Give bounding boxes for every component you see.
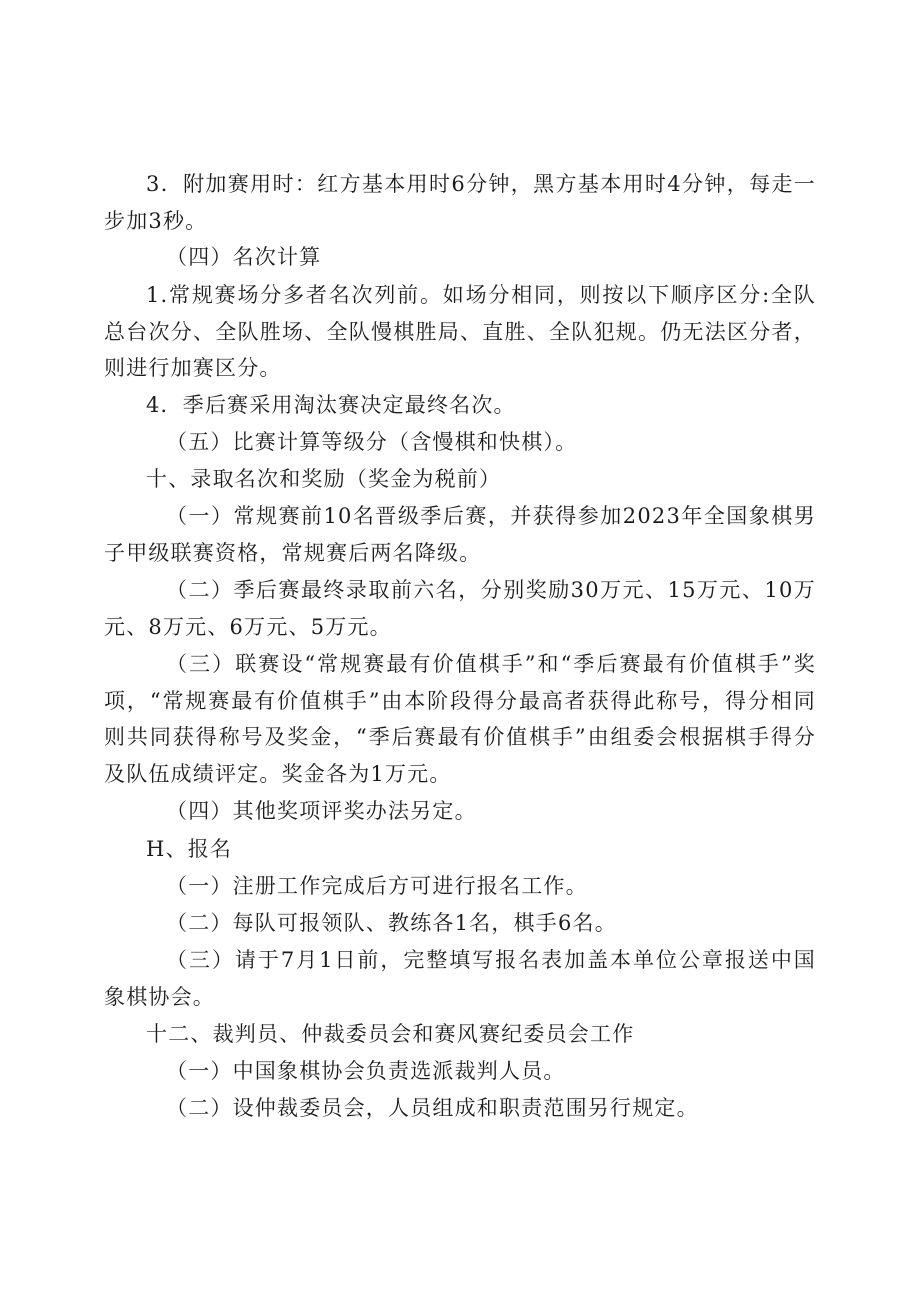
paragraph-playoff-ranking: 4．季后赛采用淘汰赛决定最终名次。 (146, 393, 516, 417)
paragraph-extra-game-time: 3．附加赛用时：红方基本用时6分钟，黑方基本用时4分钟，每走一步加3秒。 (104, 172, 816, 233)
paragraph-referee-selection: （一）中国象棋协会负责选派裁判人员。 (166, 1059, 566, 1083)
paragraph-rating-points: （五）比赛计算等级分（含慢棋和快棋）。 (166, 430, 578, 454)
heading-rankings-and-awards: 十、录取名次和奖励（奖金为税前） (146, 467, 502, 491)
heading-referees-committees: 十二、裁判员、仲裁委员会和赛风赛纪委员会工作 (146, 1022, 635, 1046)
paragraph-other-awards: （四）其他奖项评奖办法另定。 (166, 799, 477, 823)
paragraph-registration-deadline: （三）请于7月1日前，完整填写报名表加盖本单位公章报送中国象棋协会。 (104, 948, 816, 1009)
heading-registration: H、报名 (146, 837, 233, 861)
paragraph-team-composition: （二）每队可报领队、教练各1名，棋手6名。 (166, 911, 617, 935)
paragraph-playoff-prizes: （二）季后赛最终录取前六名，分别奖励30万元、15万元、10万元、8万元、6万元、5万元。 (104, 578, 816, 639)
paragraph-registration-after-enrollment: （一）注册工作完成后方可进行报名工作。 (166, 874, 588, 898)
paragraph-regular-season-ranking: 1.常规赛场分多者名次列前。如场分相同，则按以下顺序区分:全队总台次分、全队胜场、全队慢棋胜局、直胜、全队犯规。仍无法区分者，则进行加赛区分。 (104, 283, 816, 380)
paragraph-mvp-awards: （三）联赛设“常规赛最有价值棋手”和“季后赛最有价值棋手”奖项，“常规赛最有价值棋手”由本阶段得分最高者获得此称号，得分相同则共同获得称号及奖金，“季后赛最有价值棋手”由组委会根据棋手得分及队伍成绩评定。奖金各为1万元。 (104, 652, 816, 786)
paragraph-regular-season-qualification: （一）常规赛前10名晋级季后赛，并获得参加2023年全国象棋男子甲级联赛资格，常规赛后两名降级。 (104, 504, 816, 565)
heading-ranking-calculation: （四）名次计算 (166, 245, 322, 269)
paragraph-arbitration-committee: （二）设仲裁委员会，人员组成和职责范围另行规定。 (166, 1096, 699, 1120)
